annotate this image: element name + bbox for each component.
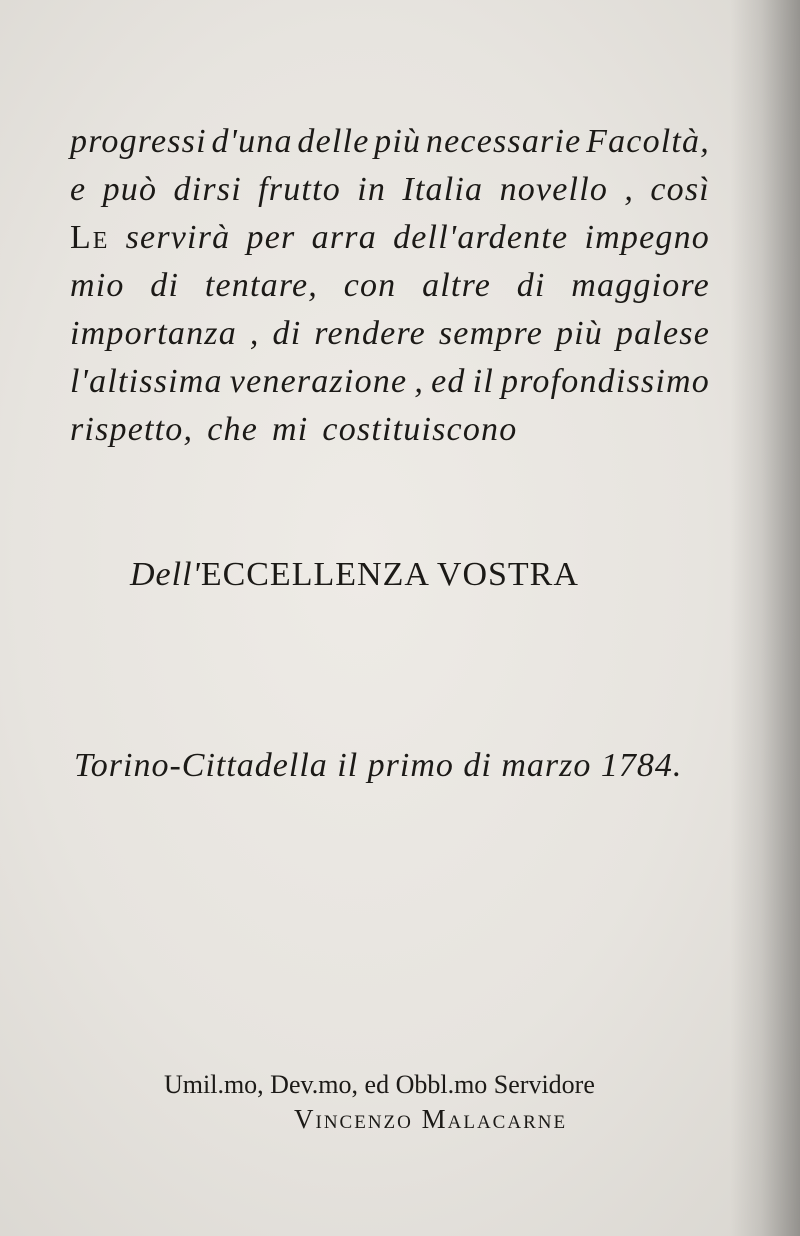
word-spacer [258, 406, 272, 454]
word: , [414, 363, 425, 400]
word: per [246, 219, 296, 256]
word: dell'ardente [393, 219, 569, 256]
word: palese [615, 315, 710, 352]
signature-block [164, 1068, 595, 1136]
signature-name: Vincenzo Malacarne [294, 1104, 568, 1134]
word: Facoltà, [586, 123, 710, 160]
word: d'una [211, 123, 293, 160]
text-line-5 [70, 310, 710, 358]
word: dirsi [173, 171, 242, 208]
word: mi [272, 411, 309, 448]
word: novello [499, 171, 609, 208]
word: di [516, 267, 546, 304]
word: più [374, 123, 422, 160]
word: in [357, 171, 387, 208]
word: rispetto, [70, 411, 194, 448]
word: maggiore [571, 267, 710, 304]
word: impegno [584, 219, 710, 256]
word: così [650, 171, 710, 208]
word: altre [422, 267, 492, 304]
word: servirà [125, 219, 231, 256]
word: il [472, 363, 494, 400]
dateline: Torino-Cittadella il primo di marzo 1784. [74, 747, 683, 784]
word: l'altissima [70, 363, 223, 400]
signature-closing: Umil.mo, Dev.mo, ed Obbl.mo Servidore [164, 1070, 595, 1099]
text-line-1 [70, 118, 710, 166]
word: può [102, 171, 158, 208]
word: frutto [258, 171, 341, 208]
salutation-prefix: Dell' [130, 556, 201, 593]
salutation [130, 556, 579, 594]
word-spacer [308, 406, 322, 454]
word: mio [70, 267, 125, 304]
word: importanza [70, 315, 237, 352]
word: tentare, [204, 267, 318, 304]
word: , [624, 171, 635, 208]
text-line-3 [70, 214, 710, 262]
word: venerazione [229, 363, 408, 400]
word: Italia [402, 171, 484, 208]
word-spacer [193, 406, 207, 454]
word: ed [431, 363, 466, 400]
word: necessarie [425, 123, 582, 160]
word: più [555, 315, 603, 352]
word: costituiscono [322, 411, 518, 448]
bleed-through-text [40, 440, 760, 1140]
word: che [207, 411, 258, 448]
word: di [150, 267, 180, 304]
word: progressi [70, 123, 207, 160]
word: , [249, 315, 260, 352]
word: Le [70, 219, 110, 256]
word: di [272, 315, 302, 352]
body-paragraph [70, 118, 710, 454]
word: rendere [314, 315, 426, 352]
text-line-2 [70, 166, 710, 214]
text-line-7 [70, 406, 710, 454]
gutter-shadow [730, 0, 800, 1236]
word: profondissimo [501, 363, 710, 400]
word: arra [311, 219, 377, 256]
salutation-main: ECCELLENZA VOSTRA [200, 556, 579, 593]
word: sempre [438, 315, 543, 352]
word: con [343, 267, 397, 304]
text-line-6 [70, 358, 710, 406]
word: e [70, 171, 87, 208]
word: delle [297, 123, 370, 160]
text-line-4 [70, 262, 710, 310]
